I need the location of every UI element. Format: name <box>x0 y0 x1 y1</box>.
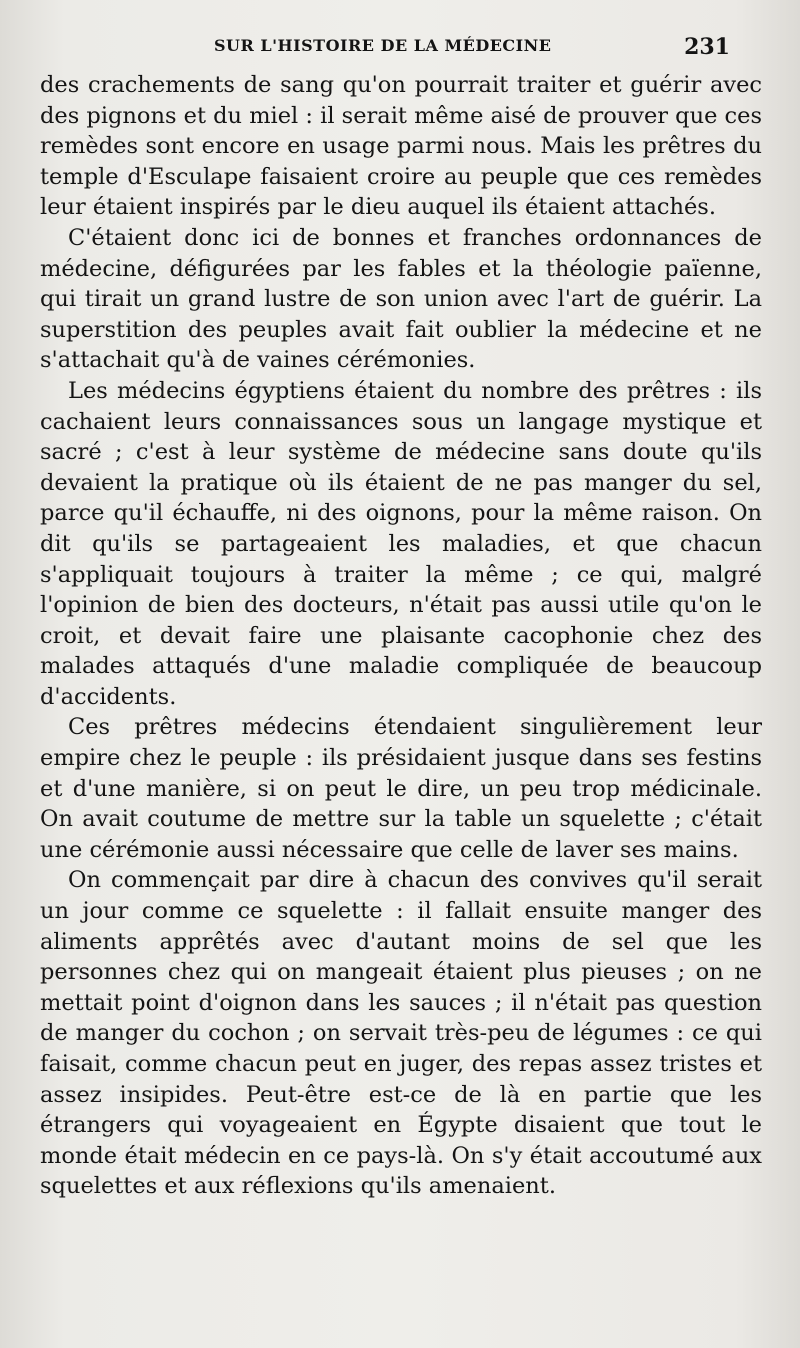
paragraph: On commençait par dire à chacun des convives qu'il serait un jour comme ce squelette : il fallait ensuite manger des aliments apprêtés avec d'autant moins de sel que les personnes chez qui on mangeait étaient plus pieuses ; on ne mettait point d'oignon dans les sauces ; il n'était pas question de manger du cochon ; on servait très-peu de légumes : ce qui faisait, comme chacun peut en juger, des repas assez tristes et assez insipides. Peut-être est-ce de là en partie que les étrangers qui voyageaient en Égypte disaient que tout le monde était médecin en ce pays-là. On s'y était accoutumé aux squelettes et aux réflexions qu'ils amenaient. <box>40 867 762 1200</box>
paragraph: C'étaient donc ici de bonnes et franches ordonnances de médecine, défigurées par les fables et la théologie païenne, qui tirait un grand lustre de son union avec l'art de guérir. La superstition des peuples avait fait oublier la médecine et ne s'attachait qu'à de vaines cérémonies. <box>40 224 762 374</box>
running-header <box>40 34 730 64</box>
body-text <box>40 70 762 1202</box>
paragraph-continuation: des crachements de sang qu'on pourrait traiter et guérir avec des pignons et du miel : il serait même aisé de prouver que ces remèdes sont encore en usage parmi nous. Mais les prêtres du temple d'Esculape faisaient croire au peuple que ces remèdes leur étaient inspirés par le dieu auquel ils étaient attachés. <box>40 72 762 221</box>
paragraph: Ces prêtres médecins étendaient singulièrement leur empire chez le peuple : ils présidaient jusque dans ses festins et d'une manière, si on peut le dire, un peu trop médicinale. On avait coutume de mettre sur la table un squelette ; c'était une cérémonie aussi nécessaire que celle de laver ses mains. <box>40 714 762 863</box>
page-number: 231 <box>684 34 730 60</box>
running-title: SUR L'HISTOIRE DE LA MÉDECINE <box>214 36 552 55</box>
paragraph: Les médecins égyptiens étaient du nombre des prêtres : ils cachaient leurs connaissances sous un langage mystique et sacré ; c'est à leur système de médecine sans doute qu'ils devaient la pratique où ils étaient de ne pas manger du sel, parce qu'il échauffe, ni des oignons, pour la même raison. On dit qu'ils se partageaient les maladies, et que chacun s'appliquait toujours à traiter la même ; ce qui, malgré l'opinion de bien des docteurs, n'était pas aussi utile qu'on le croit, et devait faire une plaisante cacophonie chez des malades attaqués d'une maladie compliquée de beaucoup d'accidents. <box>40 377 762 710</box>
